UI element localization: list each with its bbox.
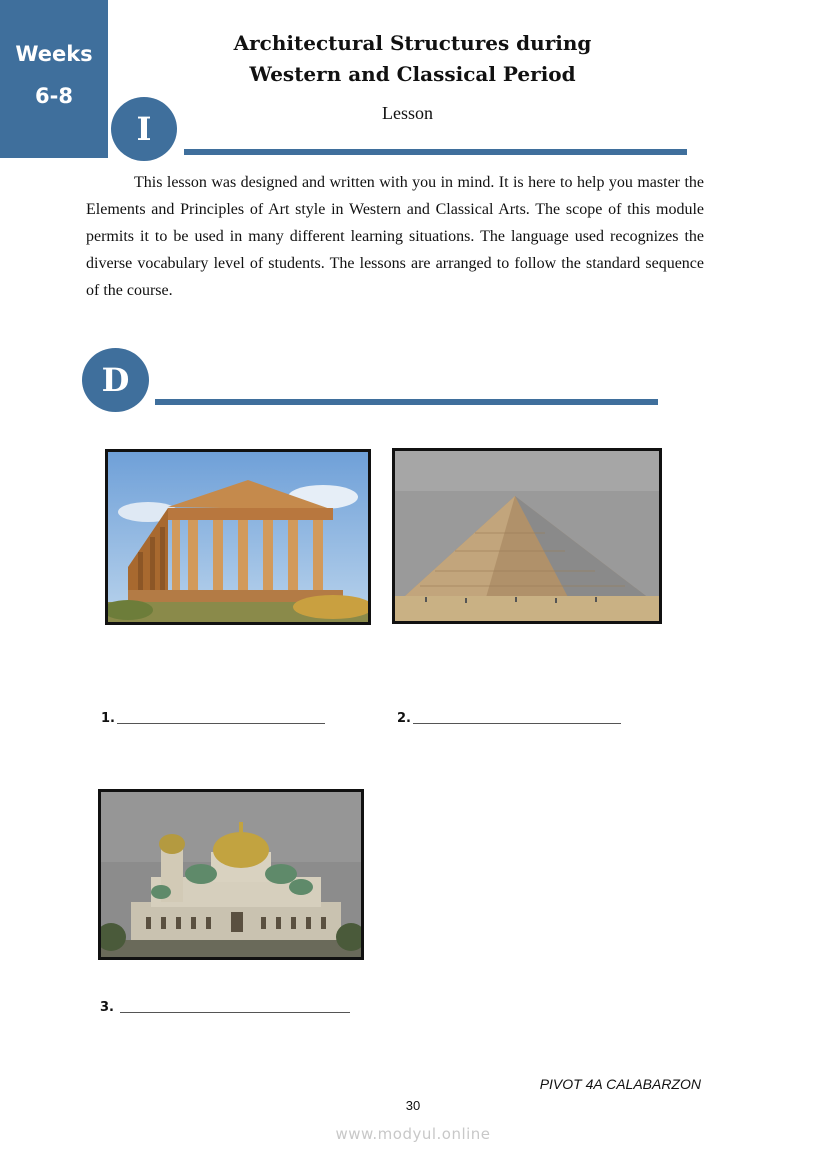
weeks-range: 6-8 (35, 84, 73, 108)
answer-line-2[interactable] (413, 722, 621, 724)
watermark: www.modyul.online (335, 1125, 491, 1143)
page-title (190, 28, 635, 90)
title-line-1: Architectural Structures during (233, 31, 592, 55)
section-d-badge: D (82, 348, 149, 412)
section-d-divider (155, 399, 658, 405)
answer-line-1[interactable] (117, 722, 325, 724)
answer-blank-2[interactable] (397, 711, 621, 726)
page-number: 30 (405, 1098, 421, 1113)
answer-number-2: 2. (397, 711, 411, 726)
pyramid-photo (392, 448, 662, 624)
answer-blank-3[interactable] (100, 1000, 350, 1015)
publisher-footer: PIVOT 4A CALABARZON (539, 1076, 701, 1092)
cathedral-photo (98, 789, 364, 960)
title-line-2: Western and Classical Period (249, 62, 576, 86)
answer-number-1: 1. (101, 711, 115, 726)
weeks-label: Weeks (15, 42, 93, 66)
answer-line-3[interactable] (120, 1011, 350, 1013)
weeks-badge (0, 0, 108, 158)
section-i-badge: I (111, 97, 177, 161)
section-title: Lesson (382, 103, 433, 123)
answer-number-3: 3. (100, 1000, 114, 1015)
intro-paragraph: This lesson was designed and written with you in mind. It is here to help you master the Elements and Principles of Art style in Western and Classical Arts. The scope of this module permits it to be used in many different learning situations. The language used recognizes the diverse vocabulary level of students. The lessons are arranged to follow the standard sequence of the course. (86, 174, 704, 299)
answer-blank-1[interactable] (101, 711, 325, 726)
section-i-divider (184, 149, 687, 155)
greek-temple-photo (105, 449, 371, 625)
